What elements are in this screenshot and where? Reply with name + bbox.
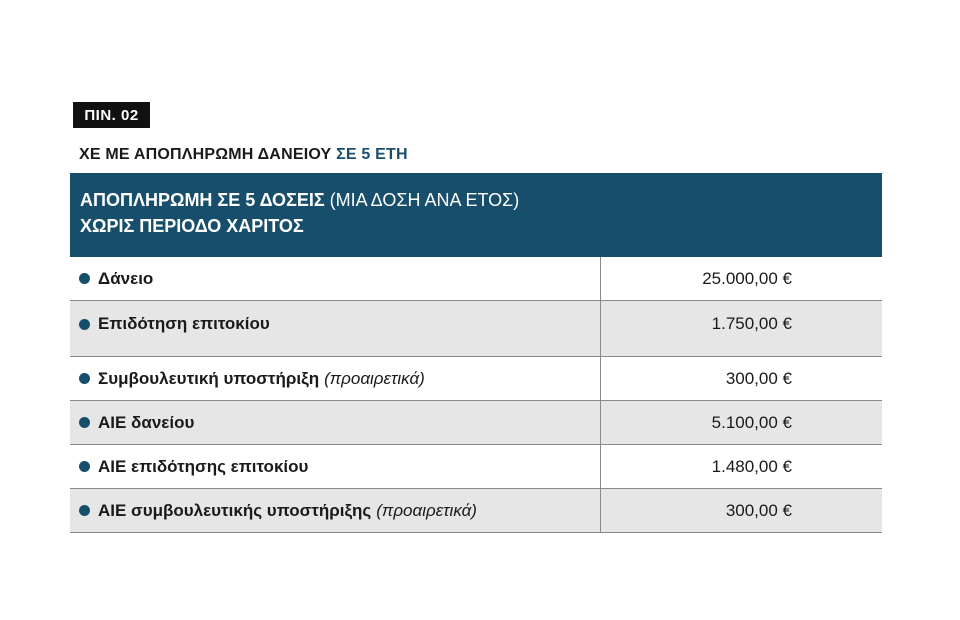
repayment-table: [70, 257, 882, 533]
row-value: 5.100,00 €: [711, 412, 792, 432]
row-label: Συμβουλευτική υποστήριξη: [98, 368, 320, 388]
subtitle-accent: ΣΕ 5 ΕΤΗ: [336, 146, 408, 163]
subtitle-text: ΧΕ ΜΕ ΑΠΟΠΛΗΡΩΜΗ ΔΑΝΕΙΟΥ: [79, 146, 332, 163]
row-label-cell: [70, 257, 601, 300]
table-row: [70, 257, 882, 301]
bullet-icon: [79, 417, 90, 428]
row-label-cell: [70, 357, 601, 400]
row-label: Δάνειο: [98, 268, 154, 288]
row-note: (προαιρετικά): [324, 368, 425, 388]
table-row: [70, 301, 882, 357]
header-line-1-bold: ΑΠΟΠΛΗΡΩΜΗ ΣΕ 5 ΔΟΣΕΙΣ: [80, 190, 325, 210]
row-label: Επιδότηση επιτοκίου: [98, 314, 270, 333]
row-label: ΑΙΕ δανείου: [98, 412, 195, 432]
bullet-icon: [79, 505, 90, 516]
table-row: [70, 445, 882, 489]
row-value: 300,00 €: [725, 500, 792, 520]
row-label: ΑΙΕ επιδότησης επιτοκίου: [98, 456, 309, 476]
row-note: (προαιρετικά): [376, 500, 477, 520]
row-label-cell: [70, 301, 601, 356]
row-label-cell: [70, 445, 601, 488]
table-row: [70, 401, 882, 445]
bullet-icon: [79, 319, 90, 330]
header-line-1: [80, 187, 882, 213]
row-value: 25.000,00 €: [702, 268, 792, 288]
row-value: 1.480,00 €: [711, 456, 792, 476]
row-label-cell: [70, 401, 601, 444]
row-label-cell: [70, 489, 601, 532]
table-number-badge: ΠΙΝ. 02: [73, 102, 150, 128]
row-value: 1.750,00 €: [711, 314, 792, 333]
table-subtitle: [79, 146, 408, 164]
bullet-icon: [79, 373, 90, 384]
bullet-icon: [79, 273, 90, 284]
header-line-1-rest: (ΜΙΑ ΔΟΣΗ ΑΝΑ ΕΤΟΣ): [329, 190, 520, 210]
bullet-icon: [79, 461, 90, 472]
header-line-2: ΧΩΡΙΣ ΠΕΡΙΟΔΟ ΧΑΡΙΤΟΣ: [80, 216, 304, 236]
row-label: ΑΙΕ συμβουλευτικής υποστήριξης: [98, 500, 372, 520]
table-row: [70, 489, 882, 533]
row-value: 300,00 €: [725, 368, 792, 388]
table-header: [70, 173, 882, 257]
table-row: [70, 357, 882, 401]
